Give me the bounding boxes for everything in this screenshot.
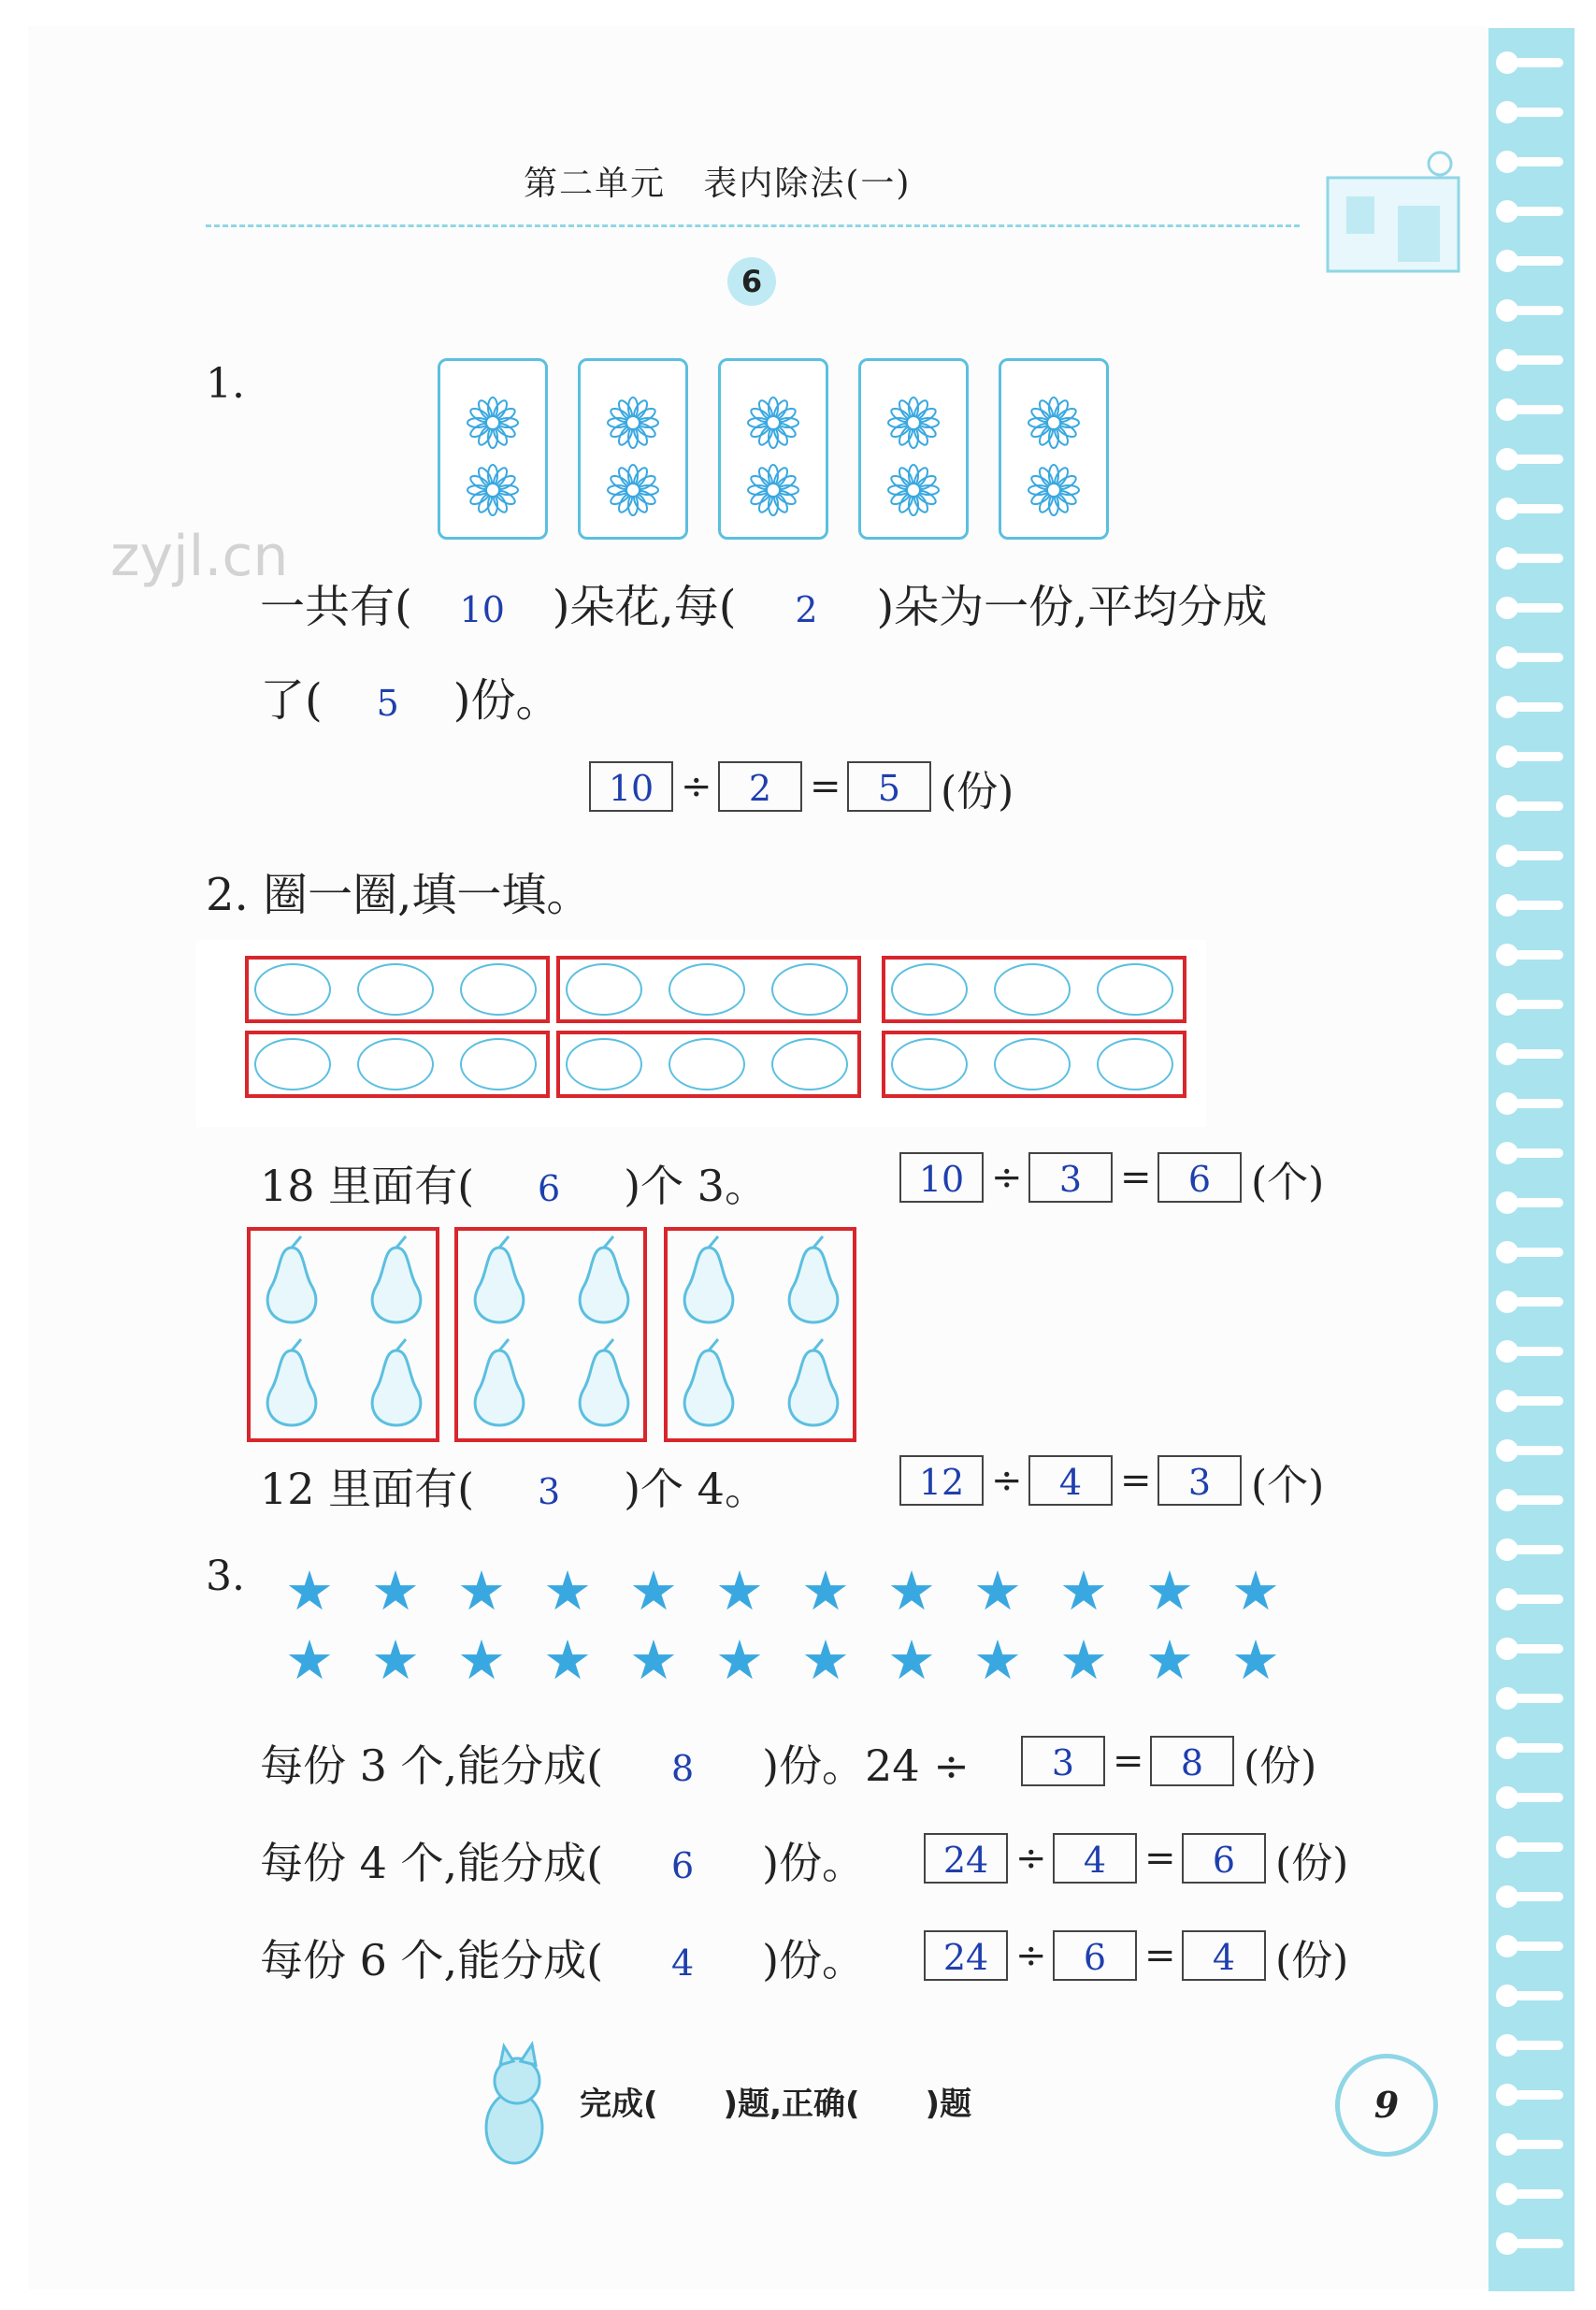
q3-row3-b: )份。 <box>762 1935 866 1985</box>
star-icon: ★ <box>371 1559 420 1623</box>
star-icon: ★ <box>371 1628 420 1692</box>
star-icon: ★ <box>629 1559 678 1623</box>
binder-ring <box>1515 1644 1563 1653</box>
q3-row1-eq-result[interactable]: 8 <box>1150 1736 1234 1786</box>
fruit-icon <box>254 1038 331 1090</box>
star-icon: ★ <box>1231 1628 1280 1692</box>
q3-row3-a: 每份 6 个,能分成( <box>260 1935 604 1985</box>
fruit-icon <box>566 1038 642 1090</box>
binder-ring <box>1515 2189 1563 2199</box>
binder-ring <box>1515 752 1563 761</box>
flower-icon <box>887 397 940 449</box>
flower-card <box>718 358 828 540</box>
q2-part2-line <box>260 1455 768 1517</box>
cat-icon <box>463 2039 566 2170</box>
page-header <box>524 157 911 205</box>
pear-icon <box>363 1337 430 1429</box>
pear-icon <box>258 1337 325 1429</box>
q2-part1-eq-right[interactable]: 3 <box>1028 1152 1113 1203</box>
pear-icon <box>466 1337 533 1429</box>
binder-ring <box>1515 1942 1563 1951</box>
star-icon: ★ <box>285 1559 334 1623</box>
pear-icon <box>570 1234 638 1326</box>
q1-eq-unit: (份) <box>941 768 1014 816</box>
q3-row1-prefix: 24 ÷ <box>865 1740 970 1791</box>
q3-row2-eq-equals: = <box>1144 1837 1176 1880</box>
fruit-icon <box>994 963 1071 1016</box>
flower-icon <box>747 464 799 516</box>
footer-a: 完成( <box>580 2086 658 2123</box>
binder-ring <box>1515 1396 1563 1406</box>
star-icon: ★ <box>1145 1559 1194 1623</box>
binder-ring <box>1515 1099 1563 1108</box>
q3-row2-a: 每份 4 个,能分成( <box>260 1838 604 1888</box>
binder-ring <box>1515 1793 1563 1802</box>
flower-icon <box>467 397 519 449</box>
fruit-icon <box>891 963 968 1016</box>
binder-ring <box>1515 1148 1563 1158</box>
flower-icon <box>747 397 799 449</box>
q3-row3-answer[interactable]: 4 <box>671 1942 695 1984</box>
q2-part1-eq-left[interactable]: 10 <box>899 1152 984 1203</box>
fruit-icon <box>771 963 848 1016</box>
flower-icon <box>607 464 659 516</box>
binder-ring <box>1515 405 1563 414</box>
q2-part2-a: 12 里面有( <box>260 1464 475 1514</box>
q3-row1-a: 每份 3 个,能分成( <box>260 1740 604 1791</box>
star-icon: ★ <box>715 1559 764 1623</box>
q2-part1-a: 18 里面有( <box>260 1161 475 1211</box>
star-icon: ★ <box>973 1628 1022 1692</box>
page-number: 9 <box>1335 2054 1438 2157</box>
classroom-illustration <box>1309 140 1473 281</box>
q3-row2-eq-op: ÷ <box>1015 1837 1047 1880</box>
flower-card <box>438 358 548 540</box>
q1-line2-b: )份。 <box>453 674 561 727</box>
q2-part2-eq-right[interactable]: 4 <box>1028 1455 1113 1506</box>
binder-ring <box>1515 157 1563 166</box>
flower-icon <box>607 397 659 449</box>
fruit-icon <box>566 963 642 1016</box>
q1-eq-op: ÷ <box>681 765 712 808</box>
lesson-number-badge: 6 <box>727 257 776 306</box>
question-1-number: 1. <box>206 360 245 408</box>
question-2-instruction: 圈一圈,填一填。 <box>263 869 592 921</box>
binder-ring <box>1515 1991 1563 2000</box>
flower-card <box>858 358 969 540</box>
q2-part2-answer[interactable]: 3 <box>538 1471 561 1512</box>
q1-text-c: )朵为一份,平均分成 <box>876 581 1268 633</box>
binder-ring <box>1515 256 1563 266</box>
binder-ring <box>1515 504 1563 513</box>
q2-part2-eq-op: ÷ <box>991 1459 1023 1502</box>
binder-ring <box>1515 1446 1563 1455</box>
q1-eq-equals: = <box>810 765 841 808</box>
q3-row2-eq-left[interactable]: 24 <box>924 1833 1008 1884</box>
fruit-icon <box>771 1038 848 1090</box>
q3-row1-eq-equals: = <box>1113 1740 1144 1783</box>
q2-part2-eq-unit: (个) <box>1251 1462 1325 1509</box>
star-icon: ★ <box>285 1628 334 1692</box>
binder-ring <box>1515 901 1563 910</box>
footer-b: )题,正确( <box>723 2086 860 2123</box>
q2-part2-eq-left[interactable]: 12 <box>899 1455 984 1506</box>
question-3-number: 3. <box>206 1552 245 1600</box>
flower-card <box>999 358 1109 540</box>
star-icon: ★ <box>457 1628 506 1692</box>
q3-row-2 <box>260 1829 865 1891</box>
q2-part1-line <box>260 1152 768 1214</box>
star-icon: ★ <box>1059 1559 1108 1623</box>
q3-row3-eq-op: ÷ <box>1015 1934 1047 1977</box>
q3-row1-b: )份。 <box>762 1740 866 1791</box>
binder-ring <box>1515 1892 1563 1901</box>
fruit-icon <box>460 963 537 1016</box>
q1-eq-result[interactable]: 5 <box>847 761 931 812</box>
fruit-icon <box>669 1038 745 1090</box>
q1-answer-parts[interactable]: 5 <box>376 683 399 724</box>
binder-ring <box>1515 653 1563 662</box>
q3-row3-eq-left[interactable]: 24 <box>924 1930 1008 1981</box>
flower-icon <box>1028 397 1080 449</box>
pear-icon <box>570 1337 638 1429</box>
binder-ring <box>1515 554 1563 563</box>
q1-answer-total[interactable]: 10 <box>459 589 505 630</box>
fruit-icon <box>1097 1038 1173 1090</box>
q3-row2-answer[interactable]: 6 <box>671 1845 695 1886</box>
q1-eq-left[interactable]: 10 <box>589 761 673 812</box>
star-icon: ★ <box>1231 1559 1280 1623</box>
question-2-heading <box>206 859 591 923</box>
star-icon: ★ <box>543 1628 592 1692</box>
fruit-icon <box>669 963 745 1016</box>
q1-eq-right[interactable]: 2 <box>718 761 802 812</box>
star-icon: ★ <box>1145 1628 1194 1692</box>
q3-row2-eq-right[interactable]: 4 <box>1053 1833 1137 1884</box>
fruit-icon <box>1097 963 1173 1016</box>
binder-ring <box>1515 306 1563 315</box>
q2-part1-eq-unit: (个) <box>1251 1159 1325 1206</box>
pear-icon <box>780 1234 847 1326</box>
star-icon: ★ <box>457 1559 506 1623</box>
q3-row1-answer[interactable]: 8 <box>671 1748 695 1789</box>
binder-ring <box>1515 1545 1563 1554</box>
completion-tracker <box>580 2078 971 2124</box>
q3-row3-eq-equals: = <box>1144 1934 1176 1977</box>
flower-icon <box>467 464 519 516</box>
binder-ring <box>1515 2140 1563 2149</box>
footer-c: )题 <box>925 2086 972 2123</box>
pear-icon <box>466 1234 533 1326</box>
binder-ring <box>1515 355 1563 365</box>
q3-row3-eq-unit: (份) <box>1275 1937 1349 1985</box>
q3-row-3 <box>260 1927 865 1988</box>
pear-icon <box>675 1337 742 1429</box>
q2-part1-eq-equals: = <box>1120 1156 1152 1199</box>
binder-ring <box>1515 1595 1563 1604</box>
fruit-icon <box>994 1038 1071 1090</box>
q3-row2-eq-result[interactable]: 6 <box>1182 1833 1266 1884</box>
fruit-icon <box>891 1038 968 1090</box>
fruit-icon <box>357 1038 434 1090</box>
binder-ring <box>1515 58 1563 67</box>
binder-ring <box>1515 1297 1563 1307</box>
q3-row3-eq-result[interactable]: 4 <box>1182 1930 1266 1981</box>
binder-ring <box>1515 851 1563 860</box>
flower-icon <box>887 464 940 516</box>
q2-part1-answer[interactable]: 6 <box>538 1168 561 1209</box>
q1-line2-a: 了( <box>260 674 323 727</box>
star-icon: ★ <box>973 1559 1022 1623</box>
binder-ring <box>1515 1495 1563 1505</box>
q3-row-1 <box>260 1732 970 1794</box>
binder-ring <box>1515 1248 1563 1257</box>
binder-ring <box>1515 702 1563 712</box>
binder-ring <box>1515 1694 1563 1703</box>
binder-ring <box>1515 2239 1563 2248</box>
binder-ring <box>1515 2041 1563 2050</box>
fruit-icon <box>460 1038 537 1090</box>
q2-part2-b: )个 4。 <box>624 1464 768 1514</box>
q2-part1-eq-result[interactable]: 6 <box>1157 1152 1242 1203</box>
star-icon: ★ <box>1059 1628 1108 1692</box>
q3-row3-eq-right[interactable]: 6 <box>1053 1930 1137 1981</box>
fruit-icon <box>254 963 331 1016</box>
binder-ring <box>1515 455 1563 464</box>
star-icon: ★ <box>543 1559 592 1623</box>
star-icon: ★ <box>887 1559 936 1623</box>
q1-text-a: 一共有( <box>260 581 412 633</box>
q3-row2-eq-unit: (份) <box>1275 1840 1349 1887</box>
binder-ring <box>1515 1347 1563 1356</box>
pear-icon <box>780 1337 847 1429</box>
star-icon: ★ <box>629 1628 678 1692</box>
watermark: zyjl.cn <box>110 524 289 589</box>
binder-ring <box>1515 1198 1563 1207</box>
binder-ring <box>1515 801 1563 811</box>
binder-ring <box>1515 1049 1563 1059</box>
q1-line2 <box>260 664 560 729</box>
binder-ring <box>1515 207 1563 216</box>
q3-row1-eq-unit: (份) <box>1244 1742 1317 1790</box>
star-icon: ★ <box>887 1628 936 1692</box>
binder-ring <box>1515 950 1563 960</box>
header-divider <box>206 224 1300 227</box>
binder-ring <box>1515 2090 1563 2100</box>
q3-row2-b: )份。 <box>762 1838 866 1888</box>
fruit-icon <box>357 963 434 1016</box>
q1-answer-per[interactable]: 2 <box>795 589 818 630</box>
q2-part1-b: )个 3。 <box>624 1161 768 1211</box>
q1-line1 <box>260 570 1267 635</box>
pear-icon <box>363 1234 430 1326</box>
q2-part2-eq-equals: = <box>1120 1459 1152 1502</box>
flower-icon <box>1028 464 1080 516</box>
binder-ring <box>1515 1743 1563 1753</box>
unit-title: 第二单元 <box>524 165 667 203</box>
question-2-number: 2. <box>206 869 249 921</box>
pear-icon <box>675 1234 742 1326</box>
star-icon: ★ <box>801 1559 850 1623</box>
star-icon: ★ <box>801 1628 850 1692</box>
binder-ring <box>1515 603 1563 613</box>
unit-name: 表内除法(一) <box>703 165 912 203</box>
binder-ring <box>1515 1842 1563 1852</box>
q2-part2-eq-result[interactable]: 3 <box>1157 1455 1242 1506</box>
binder-ring <box>1515 108 1563 117</box>
q3-row1-eq-right[interactable]: 3 <box>1021 1736 1105 1786</box>
pear-icon <box>258 1234 325 1326</box>
q2-part1-eq-op: ÷ <box>991 1156 1023 1199</box>
binder-ring <box>1515 1000 1563 1009</box>
star-icon: ★ <box>715 1628 764 1692</box>
flower-card <box>578 358 688 540</box>
q1-text-b: )朵花,每( <box>552 581 737 633</box>
